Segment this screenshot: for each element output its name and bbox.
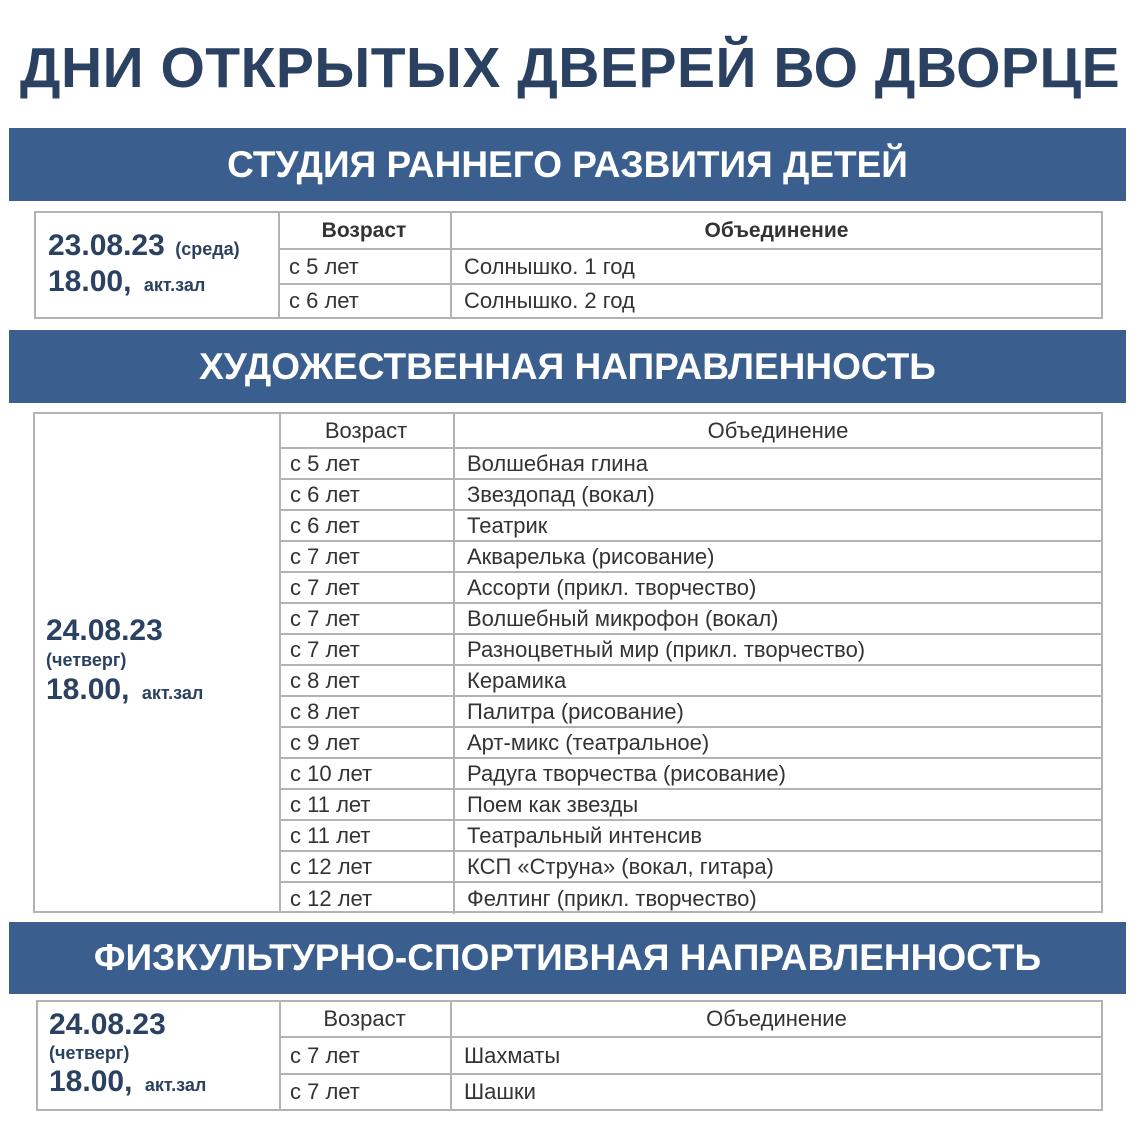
age-cell: с 8 лет <box>279 666 455 695</box>
table-row <box>279 883 1101 914</box>
group-cell: Радуга творчества (рисование) <box>467 760 786 786</box>
section-block-arts <box>33 412 1103 913</box>
column-header-age: Возраст <box>279 414 455 447</box>
age-cell: с 9 лет <box>279 728 455 757</box>
table-row <box>279 1038 1101 1075</box>
age-cell: с 12 лет <box>279 883 455 914</box>
section-block-sports <box>36 1000 1103 1111</box>
group-cell: Керамика <box>467 667 567 693</box>
table-row <box>279 728 1101 759</box>
table-row <box>278 250 1101 285</box>
age-cell: с 7 лет <box>279 1075 452 1109</box>
table-row <box>279 449 1101 480</box>
session-time: 18.00, <box>48 265 132 298</box>
age-cell: с 7 лет <box>279 542 455 571</box>
session-place: акт.зал <box>141 683 204 703</box>
table-row <box>279 573 1101 604</box>
table-row <box>279 480 1101 511</box>
age-cell: с 6 лет <box>279 511 455 540</box>
session-weekday: (среда) <box>175 239 240 259</box>
age-cell: с 11 лет <box>279 821 455 850</box>
page-title: ДНИ ОТКРЫТЫХ ДВЕРЕЙ ВО ДВОРЦЕ <box>19 36 1121 100</box>
section-heading-early-development: СТУДИЯ РАННЕГО РАЗВИТИЯ ДЕТЕЙ <box>9 128 1126 201</box>
age-cell: с 12 лет <box>279 852 455 881</box>
table-row <box>279 759 1101 790</box>
group-cell: Палитра (рисование) <box>467 698 684 724</box>
session-weekday: (четверг) <box>49 1043 130 1063</box>
session-weekday: (четверг) <box>46 650 127 670</box>
table-row <box>279 542 1101 573</box>
age-cell: с 5 лет <box>278 250 452 283</box>
age-cell: с 8 лет <box>279 697 455 726</box>
group-cell: Театральный интенсив <box>467 822 703 848</box>
group-cell: Акварелька (рисование) <box>467 543 715 569</box>
group-cell: Ассорти (прикл. творчество) <box>467 574 757 600</box>
group-cell: Разноцветный мир (прикл. творчество) <box>467 636 866 662</box>
table-row <box>278 285 1101 317</box>
age-cell: с 7 лет <box>279 635 455 664</box>
session-place: акт.зал <box>143 275 206 295</box>
table-header-row <box>279 1002 1101 1038</box>
group-cell: Волшебная глина <box>467 450 648 476</box>
age-cell: с 10 лет <box>279 759 455 788</box>
age-cell: с 5 лет <box>279 449 455 478</box>
age-cell: с 7 лет <box>279 573 455 602</box>
age-cell: с 6 лет <box>278 285 452 317</box>
table-row <box>279 821 1101 852</box>
group-cell: Шахматы <box>464 1042 561 1068</box>
table-header-row <box>278 213 1101 250</box>
table-row <box>279 790 1101 821</box>
column-header-age: Возраст <box>278 213 452 248</box>
group-cell: КСП «Струна» (вокал, гитара) <box>467 853 774 879</box>
table-row <box>279 635 1101 666</box>
age-cell: с 7 лет <box>279 604 455 633</box>
group-cell: Солнышко. 1 год <box>464 253 635 279</box>
section-heading-arts: ХУДОЖЕСТВЕННАЯ НАПРАВЛЕННОСТЬ <box>9 330 1126 403</box>
group-cell: Волшебный микрофон (вокал) <box>467 605 779 631</box>
table-row <box>279 1075 1101 1109</box>
table-header-row <box>279 414 1101 449</box>
session-time: 18.00, <box>49 1065 133 1098</box>
column-header-group: Объединение <box>706 1006 847 1031</box>
group-cell: Поем как звезды <box>467 791 639 817</box>
session-date: 24.08.23 <box>46 614 163 647</box>
session-place: акт.зал <box>144 1075 207 1095</box>
group-cell: Шашки <box>464 1079 536 1104</box>
group-cell: Фелтинг (прикл. творчество) <box>467 885 757 911</box>
table-row <box>279 666 1101 697</box>
age-cell: с 6 лет <box>279 480 455 509</box>
section-heading-sports: ФИЗКУЛЬТУРНО-СПОРТИВНАЯ НАПРАВЛЕННОСТЬ <box>9 922 1126 994</box>
table-row <box>279 511 1101 542</box>
session-date: 23.08.23 <box>48 229 165 262</box>
table-row <box>279 604 1101 635</box>
session-date: 24.08.23 <box>49 1008 166 1041</box>
schedule-table <box>278 213 1101 317</box>
schedule-table <box>279 414 1101 911</box>
session-info <box>38 1002 281 1109</box>
section-block-early-development <box>34 211 1103 319</box>
schedule-table <box>279 1002 1101 1109</box>
column-header-group: Объединение <box>704 218 849 242</box>
group-cell: Солнышко. 2 год <box>464 288 635 313</box>
session-time: 18.00, <box>46 673 130 706</box>
group-cell: Театрик <box>467 512 548 538</box>
session-info <box>36 213 280 317</box>
session-info <box>35 414 281 911</box>
table-row <box>279 697 1101 728</box>
column-header-group: Объединение <box>707 417 849 443</box>
table-row <box>279 852 1101 883</box>
group-cell: Арт-микс (театральное) <box>467 729 710 755</box>
age-cell: с 11 лет <box>279 790 455 819</box>
column-header-age: Возраст <box>279 1002 452 1036</box>
group-cell: Звездопад (вокал) <box>467 481 655 507</box>
age-cell: с 7 лет <box>279 1038 452 1073</box>
